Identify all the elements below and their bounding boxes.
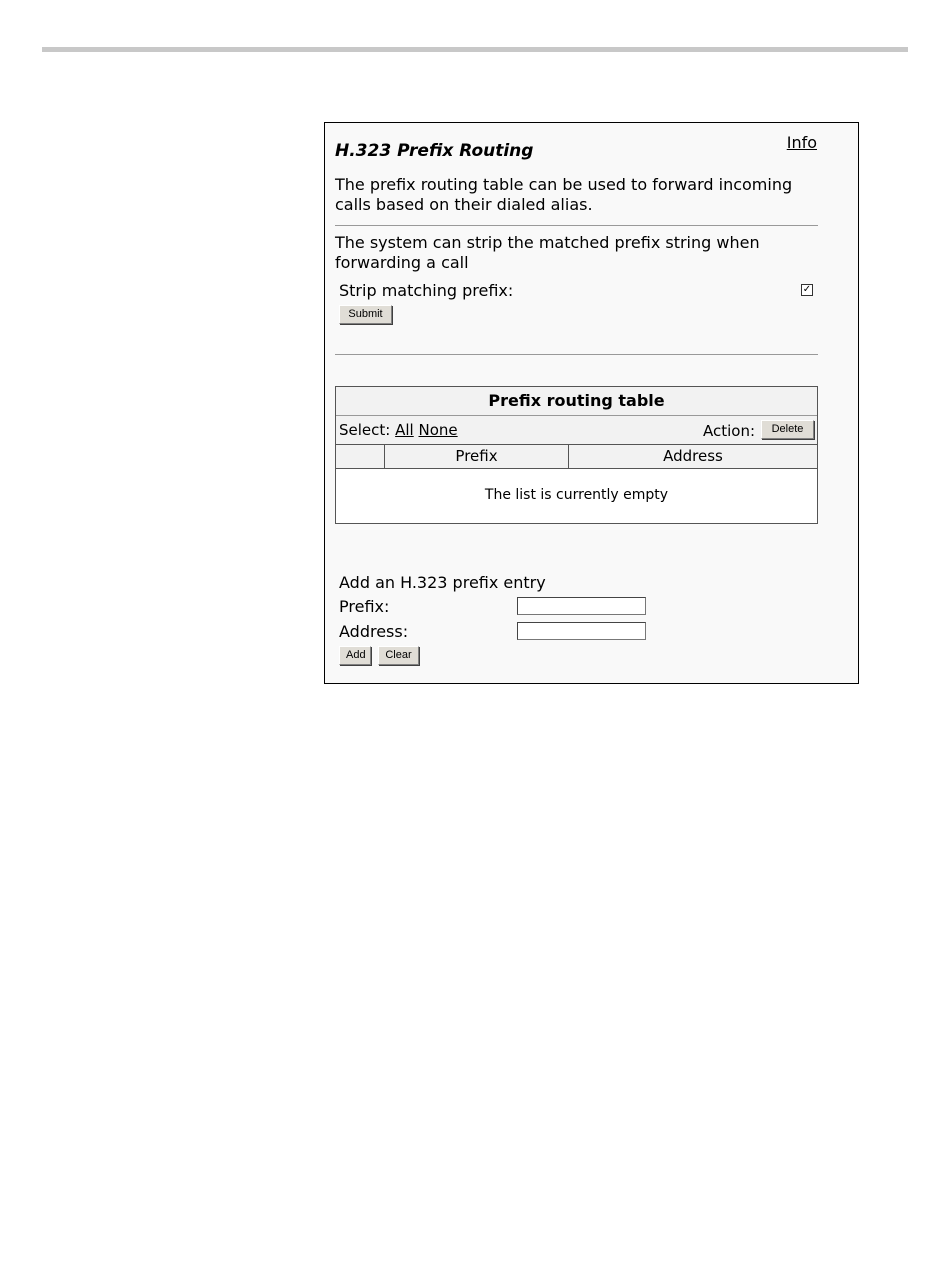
prefix-input[interactable]: [517, 597, 646, 615]
address-label: Address:: [339, 622, 409, 641]
checkmark-icon: ✓: [802, 284, 812, 295]
prefix-routing-panel: [324, 122, 859, 684]
select-label: Select:: [339, 421, 391, 439]
address-input[interactable]: [517, 622, 646, 640]
table-title: Prefix routing table: [336, 387, 817, 416]
action-label: Action:: [703, 422, 756, 440]
empty-list-message: The list is currently empty: [484, 487, 669, 503]
column-header-prefix: Prefix: [385, 445, 569, 468]
submit-button[interactable]: Submit: [339, 305, 392, 324]
select-none-link[interactable]: None: [418, 421, 458, 439]
strip-description-text: The system can strip the matched prefix string when forwarding a call: [335, 233, 760, 272]
strip-prefix-checkbox[interactable]: [801, 284, 813, 296]
delete-button[interactable]: Delete: [761, 420, 814, 439]
divider: [335, 354, 818, 355]
select-controls: [339, 421, 458, 439]
page-header-rule: [42, 47, 908, 52]
add-entry-title: Add an H.323 prefix entry: [339, 573, 546, 592]
select-all-link[interactable]: All: [395, 421, 414, 439]
table-header-row: [336, 445, 817, 469]
page-title: H.323 Prefix Routing: [335, 141, 534, 161]
column-header-address: Address: [663, 447, 723, 465]
prefix-label: Prefix:: [339, 597, 390, 616]
info-link[interactable]: Info: [786, 133, 817, 152]
prefix-routing-table: [335, 386, 818, 524]
strip-prefix-label: Strip matching prefix:: [339, 281, 514, 300]
add-button[interactable]: Add: [339, 646, 371, 665]
clear-button[interactable]: Clear: [378, 646, 419, 665]
column-header-select: [336, 445, 385, 468]
table-select-row: [336, 416, 817, 445]
divider: [335, 225, 818, 226]
description-text: The prefix routing table can be used to forward incoming calls based on their dialed alias.: [335, 175, 793, 214]
